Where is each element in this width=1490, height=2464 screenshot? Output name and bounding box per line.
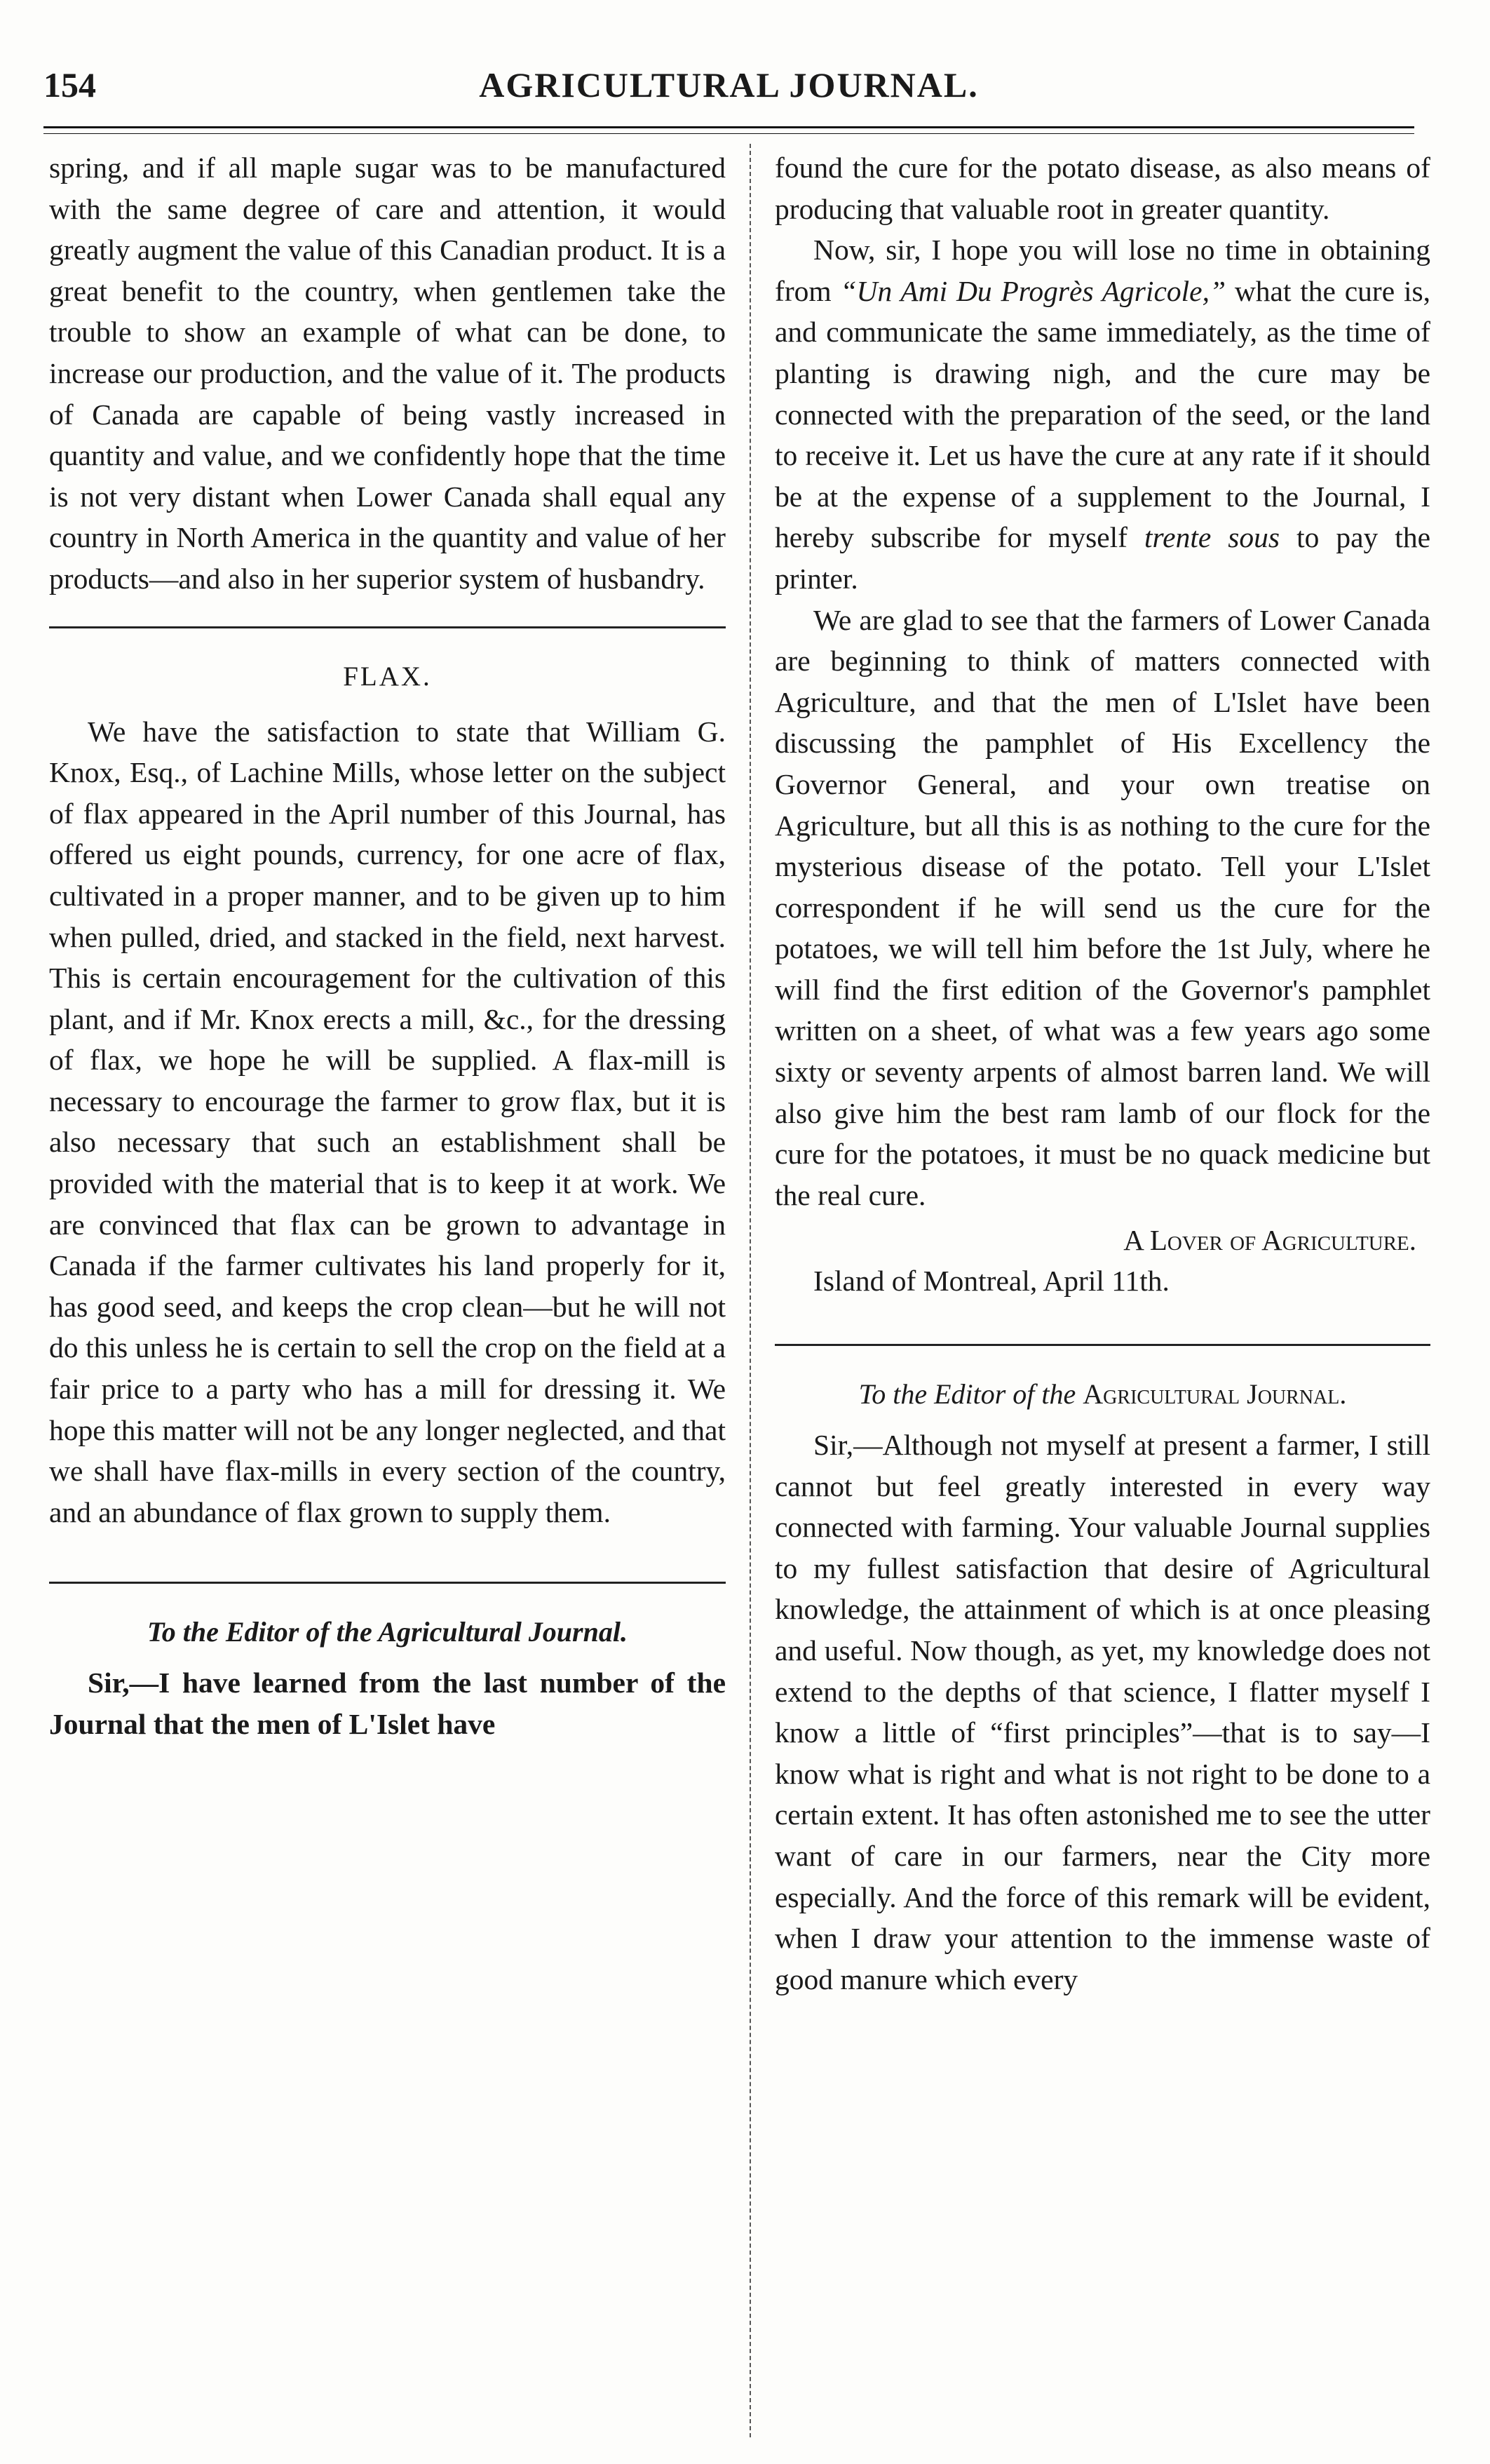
dateline: Island of Montreal, April 11th. xyxy=(813,1265,1170,1298)
trente-sous: trente sous xyxy=(1144,521,1280,554)
right-column xyxy=(775,147,1430,2000)
running-head: AGRICULTURAL JOURNAL. xyxy=(479,65,979,105)
flax-title: FLAX. xyxy=(343,661,432,692)
header-rule-thin xyxy=(43,133,1414,134)
request-paragraph xyxy=(775,229,1430,599)
request-text-c: to pay the printer. xyxy=(775,521,1431,595)
continued-paragraph: found the cure for the potato disease, as also means of producing that valuable root in greater quantity. xyxy=(775,152,1430,225)
reply-paragraph: We are glad to see that the farmers of Lower Canada are beginning to think of matters connected with Agriculture, and that the men of L'Islet have been discussing the pamphlet of His Excellency the Governor General, and your own treatise on Agriculture, but all this is as nothing to the cure for the mysterious disease of the potato. Tell your L'Islet correspondent if he will send us the cure for the potatoes, we will tell him before the 1st July, where he will find the first edition of the Governor's pamphlet written on a sheet, of what was a few years ago some sixty or seventy arpents of almost barren land. We will also give him the best ram lamb of our flock for the cure for the potatoes, it must be no quack medicine but the real cure. xyxy=(775,603,1430,1211)
request-text-b: what the cure is, and communicate the same immediately, as the time of planting is drawing nigh, and the cure may be connected with the preparation of the seed, or the land to receive it. Let us have the cure at any rate if it should be at the expense of a supplement to the Journal, I hereby subscribe for myself xyxy=(775,274,1431,554)
signature: A Lover of Agriculture. xyxy=(1123,1224,1416,1257)
section-rule xyxy=(49,1582,726,1584)
page-number: 154 xyxy=(43,65,96,105)
editor-head-journal: Agricultural Journal. xyxy=(1083,1378,1347,1411)
maple-sugar-paragraph: spring, and if all maple sugar was to be manufactured with the same degree of care and attention, it would greatly augment the value of this Canadian product. It is a great benefit to the country, when gentlemen take the trouble to show an example of what can be done, to increase our production, and the value of it. The products of Canada are capable of being vastly increased in quantity and value, and we confidently hope that the time is not very distant when Lower Canada shall equal any country in North America in the quantity and value of her products—and also in her superior system of husbandry. xyxy=(49,152,726,595)
flax-paragraph: We have the satisfaction to state that William G. Knox, Esq., of Lachine Mills, whose letter on the subject of flax appeared in the April number of this Journal, has offered us eight pounds, currency, for one acre of flax, cultivated in a proper manner, and to be given up to him when pulled, dried, and stacked in the field, next harvest. This is certain encouragement for the cultivation of this plant, and if Mr. Knox erects a mill, &c., for the dressing of flax, we hope he will be supplied. A flax-mill is necessary to encourage the farmer to grow flax, but it is also necessary that such an establishment shall be provided with the material that is to keep it at work. We are convinced that flax can be grown to advantage in Canada if the farmer cultivates his land properly for it, has good seed, and keeps the crop clean—but he will not do this unless he is certain to sell the crop on the field at a fair price to a party who has a mill for dressing it. We hope this matter will not be any longer neglected, and that we shall have flax-mills in every section of the country, and an abundance of flax grown to supply them. xyxy=(49,715,726,1528)
editor-heading-2 xyxy=(775,1374,1430,1415)
request-text-a: Now, sir, I hope you will lose no time in obtaining from xyxy=(775,234,1430,307)
editor-head-text-a: To the Editor of the xyxy=(858,1378,1083,1411)
header-rule xyxy=(43,126,1414,128)
letter-opening xyxy=(49,1662,726,1744)
quoted-title: “Un Ami Du Progrès Agricole,” xyxy=(840,274,1226,307)
section-rule xyxy=(49,626,726,628)
letter-opening-text: Sir,—I have learned from the last number of the Journal that the men of L'Islet have xyxy=(49,1667,726,1740)
letter-paragraph: Sir,—Although not myself at present a farmer, I still cannot but feel greatly interested in every way connected with farming. Your valuable Journal supplies to my fullest satisfaction that desire of Agricultural knowledge, the attainment of which is at once pleasing and useful. Now though, as yet, my knowledge does not extend to the depths of that science, I flatter myself I know a little of “first principles”—that is to say—I know what is right and what is not right to be done to a certain extent. It has often astonished me to see the utter want of care in our farmers, near the City more especially. And the force of this remark will be evident, when I draw your attention to the immense waste of good manure which every xyxy=(775,1429,1430,1995)
column-divider xyxy=(750,144,751,2437)
editor-heading: To the Editor of the Agricultural Journal. xyxy=(147,1616,628,1648)
page-header xyxy=(43,65,1414,114)
left-column xyxy=(49,147,726,1745)
section-rule xyxy=(775,1344,1430,1346)
